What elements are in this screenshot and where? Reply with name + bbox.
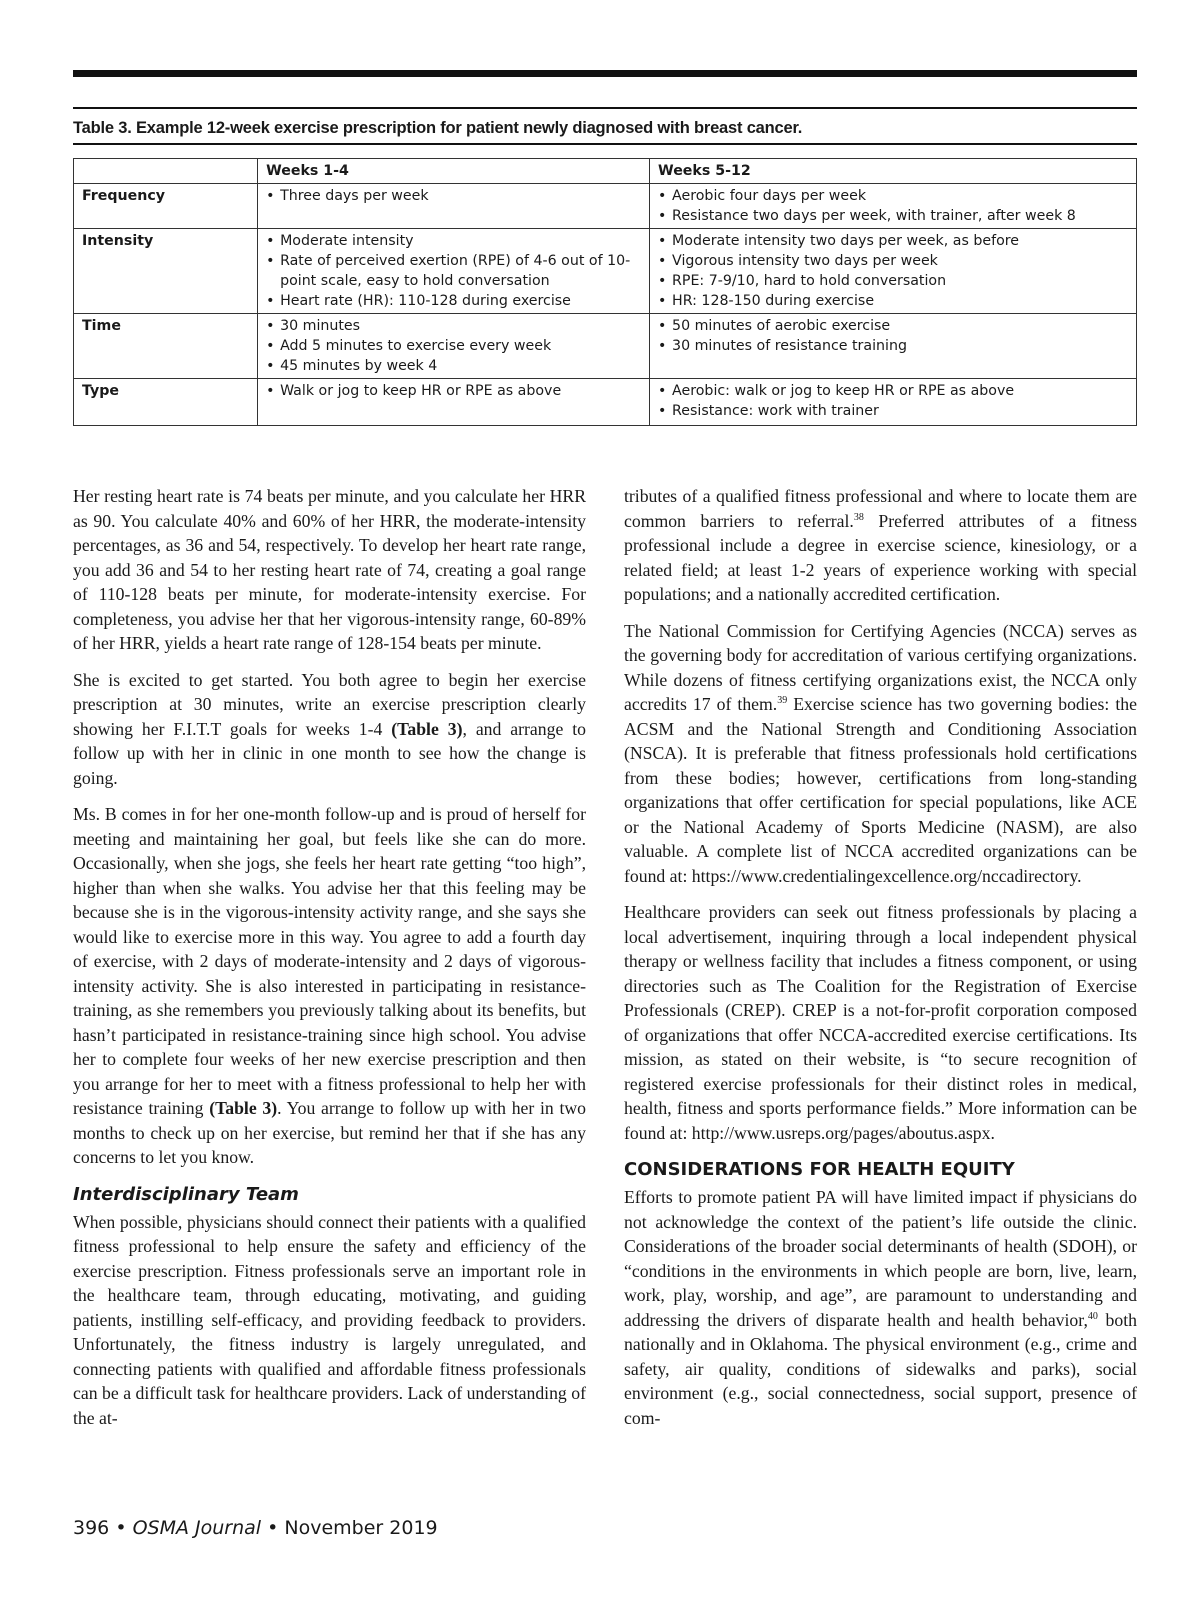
table-cell: [258, 379, 650, 426]
issue-date: November 2019: [284, 1517, 438, 1539]
table-cell: [650, 229, 1137, 314]
list-item: • Resistance two days per week, with trainer, after week 8: [658, 206, 1128, 226]
list-item: • Walk or jog to keep HR or RPE as above: [266, 381, 641, 401]
list-item: • Add 5 minutes to exercise every week: [266, 336, 641, 356]
table-row: [74, 379, 1137, 426]
left-column: [73, 484, 586, 1442]
list-item: • Heart rate (HR): 110-128 during exercise: [266, 291, 641, 311]
list-item: • Aerobic four days per week: [658, 186, 1128, 206]
list-item: • 30 minutes of resistance training: [658, 336, 1128, 356]
row-label: Intensity: [74, 229, 258, 314]
paragraph: Her resting heart rate is 74 beats per minute, and you calculate her HRR as 90. You calculate 40% and 60% of her HRR, the moderate-intensity percentages, as 36 and 54, respectively. To develop her heart rate range, you add 36 and 54 to her resting heart rate of 74, creating a goal range of 110-128 beats per minute, for moderate-intensity exercise. For completeness, you advise her that her vigorous-intensity range, 60-89% of her HRR, yields a heart rate range of 128-154 beats per minute.: [73, 486, 586, 653]
journal-name: OSMA Journal: [132, 1517, 262, 1539]
paragraph-text: The National Commission for Certifying Agencies (NCCA) serves as the governing body for accreditation of various certifying organizations. While dozens of fitness certifying organizations exist, the NCCA only accredits 17 of them.: [624, 620, 1137, 714]
table-cell: [258, 314, 650, 379]
table-header-cell: Weeks 5-12: [650, 159, 1137, 184]
citation: 39: [777, 695, 788, 707]
list-item: • Aerobic: walk or jog to keep HR or RPE as above: [658, 381, 1128, 401]
table-caption: Table 3. Example 12-week exercise prescription for patient newly diagnosed with breast cancer.: [73, 119, 803, 137]
footer-separator: •: [267, 1517, 279, 1539]
paragraph-text: Ms. B comes in for her one-month follow-up and is proud of herself for meeting and maintaining her goal, but feels like she can do more. Occasionally, when she jogs, she feels her heart rate getting “too high”, higher than when she walks. You advise her that this feeling may be because she is in the vigorous-intensity activity range, and she says she would like to exercise more in this way. You agree to add a fourth day of exercise, with 2 days of moderate-intensity and 2 days of vigorous-intensity activity. She is also interested in participating in resistance-training, as she remembers you previously talking about its benefits, but hasn’t participated in resistance-training since high school. You advise her to complete four weeks of her new exercise prescription and then you arrange for her to meet with a fitness professional to help her with resistance training: [73, 804, 586, 1118]
exercise-prescription-table: [73, 158, 1137, 426]
table-header-cell: Weeks 1-4: [258, 159, 650, 184]
paragraph: [73, 802, 586, 1170]
paragraph: [73, 668, 586, 791]
table-row: [74, 184, 1137, 229]
table-cell: [650, 379, 1137, 426]
paragraph-text: tributes of a qualified fitness professional and where to locate them are common barriers to referral.: [624, 486, 1137, 531]
table-cell: [650, 184, 1137, 229]
table-row: [74, 229, 1137, 314]
row-label: Frequency: [74, 184, 258, 229]
caption-top-rule: [73, 107, 1137, 109]
list-item: • 50 minutes of aerobic exercise: [658, 316, 1128, 336]
section-subheading: Interdisciplinary Team: [73, 1183, 299, 1205]
table-reference: (Table 3): [209, 1098, 278, 1118]
paragraph: When possible, physicians should connect their patients with a qualified fitness professional to help ensure the safety and efficiency of the exercise prescription. Fitness professionals serve an important role in the healthcare team, through educating, motivating, and guiding patients, instilling self-efficacy, and providing feedback to providers. Unfortunately, the fitness industry is largely unregulated, and connecting patients with qualified and affordable fitness professionals can be a difficult task for healthcare providers. Lack of understanding of the at-: [73, 1211, 586, 1428]
row-label: Time: [74, 314, 258, 379]
table-header-cell: [74, 159, 258, 184]
paragraph-text: , and arrange to follow up with her in clinic in one month to see how the change is going.: [73, 718, 586, 788]
table-row: [74, 314, 1137, 379]
citation: 40: [1087, 1310, 1098, 1322]
paragraph-text: Exercise science has two governing bodies: the ACSM and the National Strength and Conditioning Association (NSCA). It is preferable that fitness professionals hold certifications from these bodies; however, certifications from long-standing organizations that offer certification for special populations, like ACE or the National Academy of Sports Medicine (NASM), are also valuable. A complete list of NCCA accredited organizations can be found at: https://www.credentialingexcellence.org/nccadirectory.: [624, 694, 1137, 886]
paragraph: [624, 484, 1137, 607]
list-item: • RPE: 7-9/10, hard to hold conversation: [658, 271, 1128, 291]
table-cell: [650, 314, 1137, 379]
page-footer: [73, 1517, 438, 1539]
list-item: • Rate of perceived exertion (RPE) of 4-6 out of 10-point scale, easy to hold conversation: [266, 251, 641, 291]
list-item: • Resistance: work with trainer: [658, 401, 1128, 421]
list-item: • HR: 128-150 during exercise: [658, 291, 1128, 311]
paragraph-text: . You arrange to follow up with her in two months to check up on her exercise, but remind her that if she has any concerns to let you know.: [73, 1098, 587, 1167]
page-number: 396: [73, 1517, 110, 1539]
paragraph: Healthcare providers can seek out fitness professionals by placing a local advertisement, inquiring through a local independent physical therapy or wellness facility that includes a fitness component, or using directories such as The Coalition for the Registration of Exercise Professionals (CREP). CREP is a not-for-profit corporation composed of organizations that offer NCCA-accredited exercise certifications. Its mission, as stated on their website, is “to secure recognition of registered exercise professionals for their distinct roles in medical, health, fitness and sports performance fields.” More information can be found at: http://www.usreps.org/pages/aboutus.aspx.: [624, 902, 1137, 1143]
list-item: • Three days per week: [266, 186, 641, 206]
section-heading: CONSIDERATIONS FOR HEALTH EQUITY: [624, 1159, 1015, 1180]
list-item: • 30 minutes: [266, 316, 641, 336]
list-item: • Moderate intensity: [266, 231, 641, 251]
paragraph: [624, 1185, 1137, 1430]
footer-separator: •: [115, 1517, 127, 1539]
row-label: Type: [74, 379, 258, 426]
list-item: • Vigorous intensity two days per week: [658, 251, 1128, 271]
table-cell: [258, 184, 650, 229]
paragraph-text: Efforts to promote patient PA will have limited impact if physicians do not acknowledge the context of the patient’s life outside the clinic. Considerations of the broader social determinants of health (SDOH), or “conditions in the environments in which people are born, live, learn, work, play, worship, and age”, are paramount to understanding and addressing the drivers of disparate health and health behavior,: [624, 1187, 1137, 1330]
paragraph-text: both nationally and in Oklahoma. The physical environment (e.g., crime and safety, air quality, conditions of sidewalks and parks), social environment (e.g., social connectedness, social support, presence of com-: [624, 1309, 1137, 1428]
caption-bottom-rule: [73, 143, 1137, 145]
paragraph: [624, 619, 1137, 889]
paragraph-text: She is excited to get started. You both agree to begin her exercise prescription at 30 minutes, write an exercise prescription clearly showing her F.I.T.T goals for weeks 1-4: [73, 669, 586, 739]
paragraph-text: Preferred attributes of a fitness professional include a degree in exercise science, kinesiology, or a related field; at least 1-2 years of experience working with special populations; and a nationally accredited certification.: [624, 510, 1137, 604]
top-rule: [73, 70, 1137, 77]
table-reference: (Table 3): [391, 718, 463, 739]
citation: 38: [853, 511, 864, 523]
list-item: • 45 minutes by week 4: [266, 356, 641, 376]
right-column: [624, 484, 1137, 1442]
list-item: • Moderate intensity two days per week, as before: [658, 231, 1128, 251]
table-header-row: [74, 159, 1137, 184]
table-cell: [258, 229, 650, 314]
